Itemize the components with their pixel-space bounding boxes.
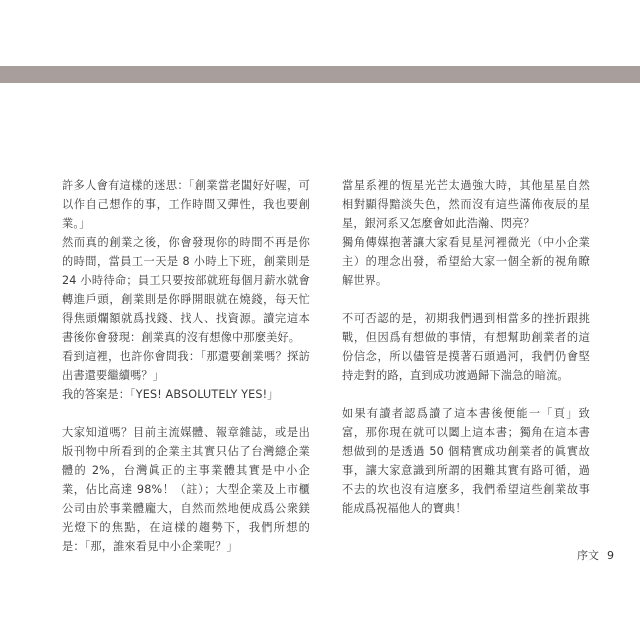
paragraph: 許多人會有這樣的迷思：「創業當老闆好好喔，可以作自己想作的事，工作時間又彈性，我也要創業。」 bbox=[62, 179, 310, 230]
right-text-column bbox=[342, 176, 590, 518]
header-band bbox=[0, 66, 640, 83]
paragraph: 不可否認的是，初期我們遇到相當多的挫折跟挑戰，但因爲有想做的事情，有想幫助創業者的這份信念，所以儘管是摸著石頭過河，我們仍會堅持走對的路，直到成功渡過歸下湍急的暗流。 bbox=[342, 312, 590, 382]
paragraph: 然而真的創業之後，你會發現你的時間不再是你的時間，當員工一天是 8 小時上下班，創業則是 24 小時待命；員工只要按部就班每個月薪水就會轉進戶頭，創業則是你睜開眼就在燒錢，每天忙得焦頭爛額就爲找錢、找人、找資源。讀完這本書後你會發現：創業真的沒有想像中那麼美好。 bbox=[62, 236, 310, 344]
page-footer bbox=[577, 549, 614, 563]
paragraph: 看到這裡，也許你會問我：「那還要創業嗎？探訪出書還要繼續嗎？」 bbox=[62, 350, 310, 382]
section-label: 序文 bbox=[577, 549, 599, 562]
paragraph: 我的答案是：「YES! ABSOLUTELY YES!」 bbox=[62, 388, 279, 401]
paragraph: 大家知道嗎？目前主流媒體、報章雜誌，或是出版刊物中所看到的企業主其實只佔了台灣總企業體的 2%，台灣眞正的主事業體其實是中小企業，佔比高達 98%！（註）；大型企業及上市櫃公司由於事業體龐大，自然而然地便成爲公衆鎂光燈下的焦點，在這樣的趨勢下，我們所想的是：「那，誰來看見中小企業呢？」 bbox=[62, 426, 310, 553]
paragraph: 如果有讀者認爲讀了這本書後便能一「頁」致富，那你現在就可以闔上這本書；獨角在這本書想做到的是透過 50 個精實成功創業者的眞實故事，讓大家意識到所謂的困難其實有路可循，過不去的坎也沒有這麼多，我們希望這些創業故事能成爲祝福他人的寶典！ bbox=[342, 407, 590, 515]
page-number: 9 bbox=[607, 549, 614, 562]
paragraph: 當星系裡的恆星光芒太過強大時，其他星星自然相對顯得黯淡失色，然而沒有這些滿佈夜辰的星星，銀河系又怎麼會如此浩瀚、閃亮？ bbox=[342, 179, 590, 230]
paragraph: 獨角傳媒抱著讓大家看見星河裡微光（中小企業主）的理念出發，希望給大家一個全新的視角瞭解世界。 bbox=[342, 236, 590, 287]
left-text-column bbox=[62, 176, 310, 556]
